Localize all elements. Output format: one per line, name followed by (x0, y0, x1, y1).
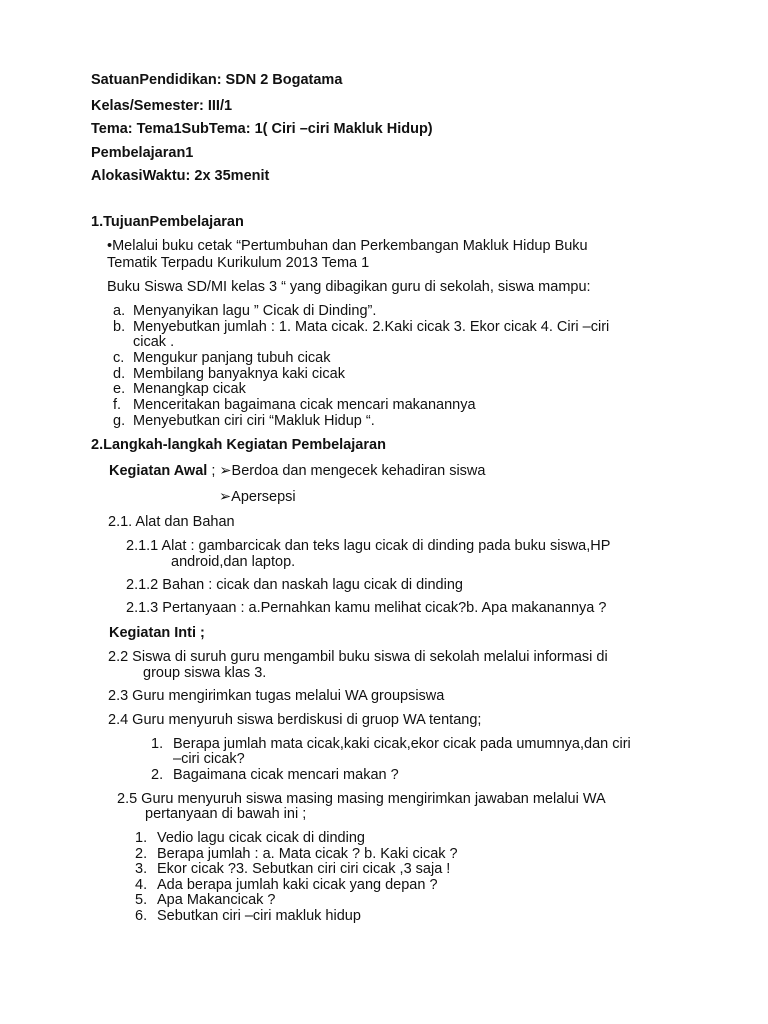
item-text: Bagaimana cicak mencari makan ? (173, 767, 399, 783)
item-marker: 1. (151, 736, 164, 752)
pertanyaan-item (135, 830, 365, 847)
pertanyaan-line: 2.1.3 Pertanyaan : a.Pernahkan kamu melihat cicak?b. Apa makanannya ? (126, 600, 607, 616)
kegiatan-inti-label: Kegiatan Inti ; (109, 625, 205, 641)
item-text: Berapa jumlah : a. Mata cicak ? b. Kaki cicak ? (157, 846, 458, 862)
pertanyaan-item (135, 892, 275, 909)
item-text: Sebutkan ciri –ciri makluk hidup (157, 908, 361, 924)
tujuan-intro-line: Buku Siswa SD/MI kelas 3 “ yang dibagikan guru di sekolah, siswa mampu: (107, 279, 591, 295)
tujuan-item (113, 413, 375, 430)
item-text-continuation: –ciri cicak? (173, 751, 245, 767)
pertanyaan-item (135, 861, 450, 878)
item-marker: 1. (135, 830, 148, 846)
item-marker: 6. (135, 908, 148, 924)
tujuan-item (113, 381, 246, 398)
bahan-line: 2.1.2 Bahan : cicak dan naskah lagu cicak di dinding (126, 577, 463, 593)
alokasi-waktu: AlokasiWaktu: 2x 35menit (91, 168, 270, 184)
step-2-2: 2.2 Siswa di suruh guru mengambil buku siswa di sekolah melalui informasi di (108, 649, 608, 665)
item-text: Mengukur panjang tubuh cicak (133, 350, 331, 366)
step-2-4: 2.4 Guru menyuruh siswa berdiskusi di gruop WA tentang; (108, 712, 482, 728)
item-marker: d. (113, 366, 126, 382)
item-text: Apa Makancicak ? (157, 892, 276, 908)
item-text: Membilang banyaknya kaki cicak (133, 366, 345, 382)
item-marker: b. (113, 319, 126, 335)
kegiatan-awal (109, 463, 485, 480)
kegiatan-awal-item: ➢Berdoa dan mengecek kehadiran siswa (219, 463, 486, 479)
pertanyaan-item (135, 908, 361, 925)
tujuan-item (113, 319, 609, 336)
kegiatan-awal-separator: ; (207, 463, 220, 479)
item-text: Vedio lagu cicak cicak di dinding (157, 830, 365, 846)
tujuan-intro-line: •Melalui buku cetak “Pertumbuhan dan Perkembangan Makluk Hidup Buku (107, 238, 588, 254)
step-2-3: 2.3 Guru mengirimkan tugas melalui WA groupsiswa (108, 688, 445, 704)
item-marker: g. (113, 413, 126, 429)
satuan-pendidikan: SatuanPendidikan: SDN 2 Bogatama (91, 72, 343, 88)
step-2-2: group siswa klas 3. (143, 665, 267, 681)
item-marker: f. (113, 397, 122, 413)
item-text: Menyanyikan lagu ” Cicak di Dinding”. (133, 303, 377, 319)
kegiatan-awal-item: ➢Apersepsi (219, 489, 296, 505)
diskusi-item (151, 767, 399, 784)
kegiatan-awal-label: Kegiatan Awal (109, 463, 208, 479)
tema: Tema: Tema1SubTema: 1( Ciri –ciri Makluk Hidup) (91, 121, 433, 137)
item-text: Menceritakan bagaimana cicak mencari makanannya (133, 397, 476, 413)
item-text: Ekor cicak ?3. Sebutkan ciri ciri cicak ,3 saja ! (157, 861, 451, 877)
step-2-5: 2.5 Guru menyuruh siswa masing masing mengirimkan jawaban melalui WA (117, 791, 606, 807)
item-marker: c. (113, 350, 125, 366)
pembelajaran: Pembelajaran1 (91, 145, 194, 161)
item-marker: e. (113, 381, 126, 397)
item-text: Ada berapa jumlah kaki cicak yang depan ? (157, 877, 438, 893)
tujuan-item (113, 303, 376, 320)
item-marker: 2. (151, 767, 164, 783)
item-marker: 4. (135, 877, 148, 893)
tujuan-item (113, 350, 331, 367)
step-2-5: pertanyaan di bawah ini ; (145, 806, 307, 822)
tujuan-heading: 1.TujuanPembelajaran (91, 214, 244, 230)
item-marker: 2. (135, 846, 148, 862)
langkah-heading: 2.Langkah-langkah Kegiatan Pembelajaran (91, 437, 386, 453)
tujuan-item (113, 397, 476, 414)
alat-line: android,dan laptop. (171, 554, 296, 570)
item-text: Menyebutkan ciri ciri “Makluk Hidup “. (133, 413, 375, 429)
item-marker: a. (113, 303, 126, 319)
item-marker: 3. (135, 861, 148, 877)
item-text: Menangkap cicak (133, 381, 246, 397)
item-text: Menyebutkan jumlah : 1. Mata cicak. 2.Kaki cicak 3. Ekor cicak 4. Ciri –ciri (133, 319, 610, 335)
item-text-continuation: cicak . (133, 334, 175, 350)
alat-bahan-heading: 2.1. Alat dan Bahan (108, 514, 235, 530)
kelas-semester: Kelas/Semester: III/1 (91, 98, 233, 114)
item-marker: 5. (135, 892, 148, 908)
item-text: Berapa jumlah mata cicak,kaki cicak,ekor cicak pada umumnya,dan ciri (173, 736, 631, 752)
alat-line: 2.1.1 Alat : gambarcicak dan teks lagu cicak di dinding pada buku siswa,HP (126, 538, 611, 554)
tujuan-intro-line: Tematik Terpadu Kurikulum 2013 Tema 1 (107, 255, 370, 271)
